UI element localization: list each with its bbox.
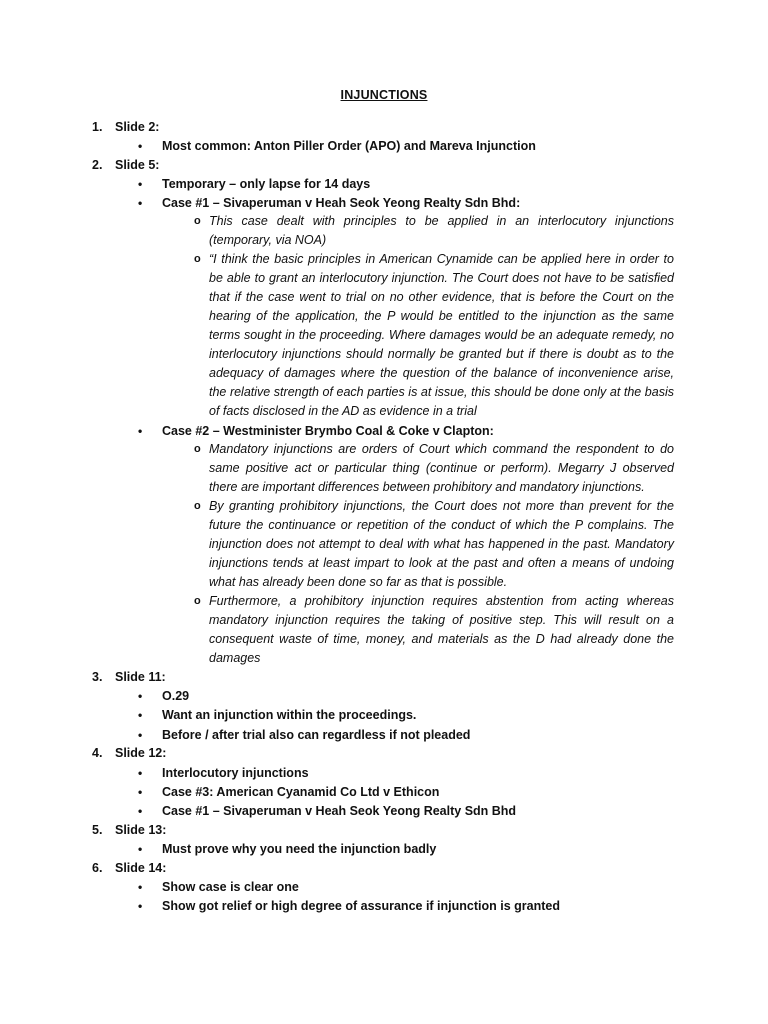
bullet-text: Case #1 – Sivaperuman v Heah Seok Yeong Realty Sdn Bhd <box>162 804 517 818</box>
bullet-icon: • <box>138 708 143 722</box>
list-item-slide-12 <box>92 745 166 761</box>
sub-bullet-icon: o <box>194 443 201 455</box>
bullet-item <box>138 765 309 781</box>
sub-point-text: Furthermore, a prohibitory injunction requires abstention from acting whereas mandatory injunction requires the taking of positive step. This will result on a consequent waste of time, money, and materials as the D had already done the damages <box>209 594 674 665</box>
sub-bullet-icon: o <box>194 595 201 607</box>
bullet-text: Show case is clear one <box>162 880 299 894</box>
bullet-icon: • <box>138 842 143 856</box>
bullet-text: Must prove why you need the injunction badly <box>162 842 437 856</box>
bullet-item <box>138 727 470 743</box>
sub-point-text: By granting prohibitory injunctions, the Court does not more than prevent for the future the continuance or repetition of the conduct of which the P complains. The injunction does not attempt to deal with what has happened in the past. Mandatory injunctions tends at least impart to look at the past and often a means of undoing what has already been done so far as that is possible. <box>209 499 674 589</box>
bullet-text: Interlocutory injunctions <box>162 766 309 780</box>
sub-point <box>194 497 674 592</box>
bullet-text: Case #3: American Cyanamid Co Ltd v Ethicon <box>162 785 440 799</box>
item-number: 4. <box>92 746 103 760</box>
item-label: Slide 11: <box>115 670 166 684</box>
sub-point-text: “I think the basic principles in American Cynamide can be applied here in order to be able to grant an interlocutory injunction. The Court does not have to be satisfied that if the case went to trial on no other evidence, that is before the Court on the hearing of the application, the P would be entitled to the injunction as the same terms sought in the proceeding. Where damages would be an adequate remedy, no interlocutory injunctions should normally be granted but if there is doubt as to the adequacy of damages where the question of the balance of inconvenience arise, the relative strength of each parties is at issue, this should be done only at the basis of facts disclosed in the AD as evidence in a trial <box>209 252 674 418</box>
item-number: 3. <box>92 670 103 684</box>
list-item-slide-5 <box>92 157 159 173</box>
bullet-item <box>138 841 436 857</box>
sub-point <box>194 250 674 421</box>
bullet-text: Case #1 – Sivaperuman v Heah Seok Yeong Realty Sdn Bhd: <box>162 196 521 210</box>
bullet-item <box>138 195 520 211</box>
sub-bullet-icon: o <box>194 253 201 265</box>
list-item-slide-2 <box>92 119 159 135</box>
bullet-text: O.29 <box>162 689 190 703</box>
list-item-slide-11 <box>92 669 166 685</box>
item-number: 5. <box>92 823 103 837</box>
bullet-icon: • <box>138 177 143 191</box>
bullet-item <box>138 879 299 895</box>
bullet-item <box>138 784 439 800</box>
bullet-item <box>138 707 416 723</box>
sub-point-text: Mandatory injunctions are orders of Court which command the respondent to do same positive act or particular thing (continue or perform). Megarry J observed there are important differences between prohibitory and mandatory injunctions. <box>209 442 674 494</box>
bullet-icon: • <box>138 766 143 780</box>
bullet-item <box>138 138 536 154</box>
item-label: Slide 14: <box>115 861 167 875</box>
item-label: Slide 12: <box>115 746 167 760</box>
bullet-icon: • <box>138 139 143 153</box>
item-label: Slide 2: <box>115 120 160 134</box>
bullet-text: Show got relief or high degree of assurance if injunction is granted <box>162 899 560 913</box>
bullet-icon: • <box>138 804 143 818</box>
bullet-icon: • <box>138 689 143 703</box>
sub-point <box>194 212 674 250</box>
bullet-icon: • <box>138 785 143 799</box>
bullet-icon: • <box>138 728 143 742</box>
bullet-item <box>138 898 560 914</box>
item-number: 1. <box>92 120 103 134</box>
list-item-slide-14 <box>92 860 166 876</box>
item-number: 6. <box>92 861 103 875</box>
bullet-text: Want an injunction within the proceedings. <box>162 708 417 722</box>
item-label: Slide 5: <box>115 158 160 172</box>
bullet-item <box>138 176 370 192</box>
bullet-text: Case #2 – Westminister Brymbo Coal & Coke v Clapton: <box>162 424 494 438</box>
bullet-item <box>138 423 494 439</box>
bullet-text: Before / after trial also can regardless if not pleaded <box>162 728 471 742</box>
list-item-slide-13 <box>92 822 166 838</box>
bullet-icon: • <box>138 424 143 438</box>
sub-bullet-icon: o <box>194 215 201 227</box>
sub-bullet-icon: o <box>194 500 201 512</box>
document-title: INJUNCTIONS <box>340 88 428 102</box>
bullet-text: Temporary – only lapse for 14 days <box>162 177 371 191</box>
item-number: 2. <box>92 158 103 172</box>
bullet-icon: • <box>138 899 143 913</box>
bullet-icon: • <box>138 880 143 894</box>
sub-point <box>194 440 674 497</box>
bullet-item <box>138 803 516 819</box>
sub-point <box>194 592 674 668</box>
item-label: Slide 13: <box>115 823 167 837</box>
bullet-icon: • <box>138 196 143 210</box>
bullet-item <box>138 688 189 704</box>
bullet-text: Most common: Anton Piller Order (APO) and Mareva Injunction <box>162 139 536 153</box>
sub-point-text: This case dealt with principles to be applied in an interlocutory injunctions (temporary, via NOA) <box>209 214 674 247</box>
